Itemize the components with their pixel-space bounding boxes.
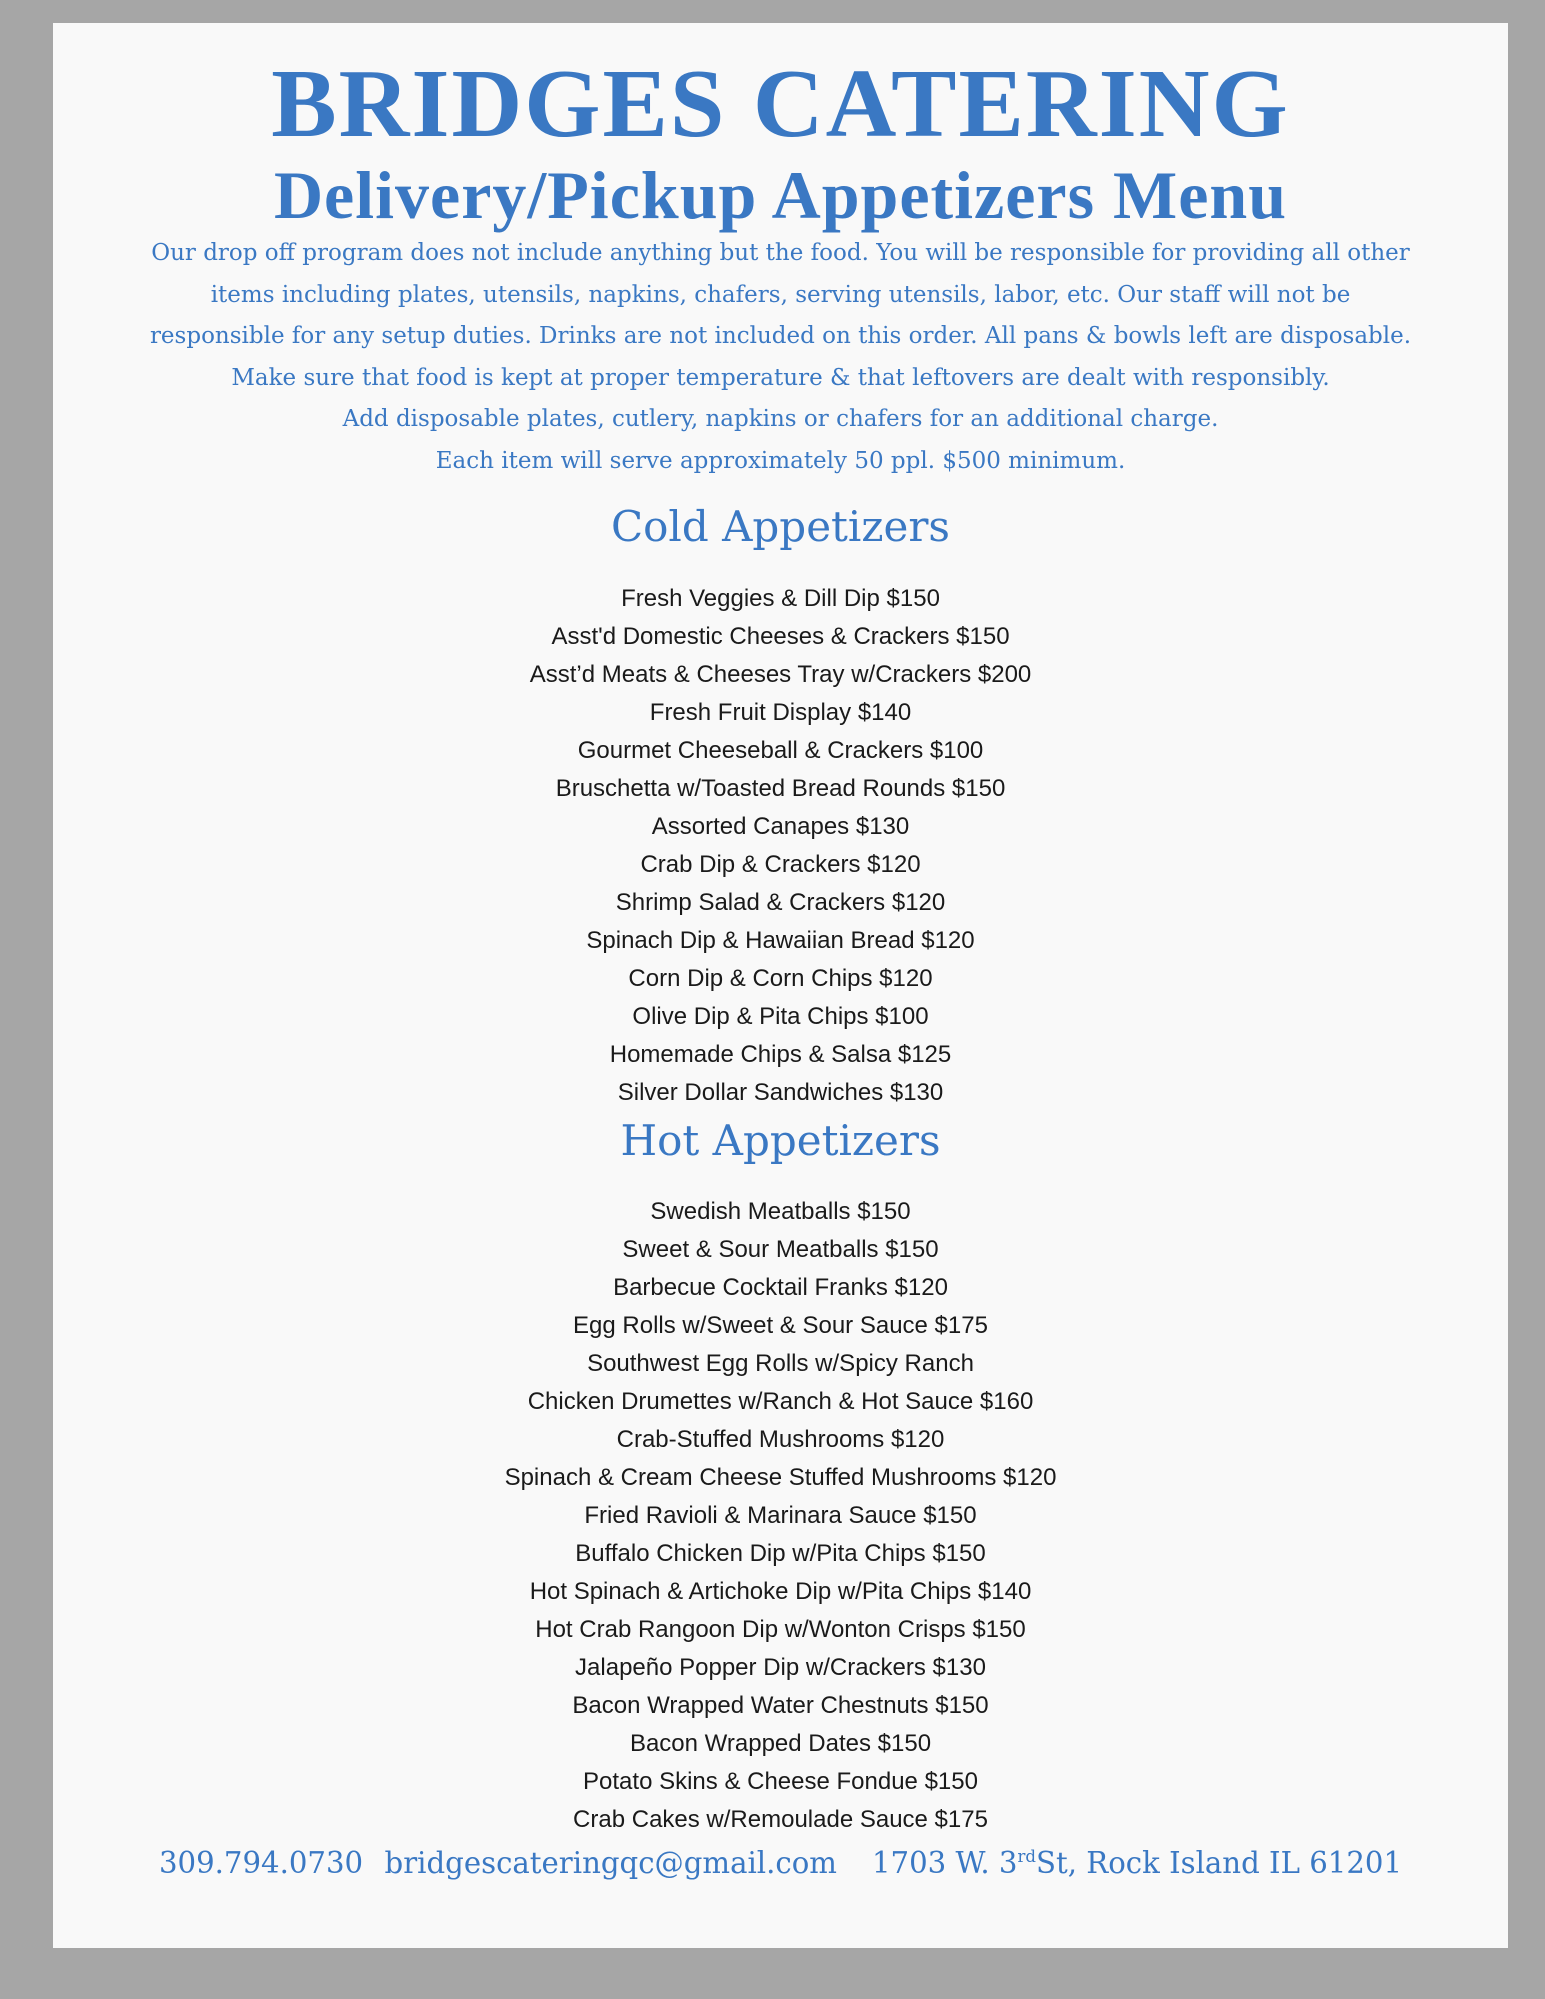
menu-item: Fried Ravioli & Marinara Sauce $150 [584,1502,977,1529]
menu-item: Assorted Canapes $130 [651,813,910,840]
menu-item: Crab Cakes w/Remoulade Sauce $175 [573,1806,988,1833]
intro-line: Add disposable plates, cutlery, napkins or chafers for an additional charge. [342,406,1219,432]
cold-appetizers-heading: Cold Appetizers [611,502,950,551]
menu-item: Southwest Egg Rolls w/Spicy Ranch [587,1350,974,1377]
address-city: St, Rock Island IL 61201 [1035,1846,1403,1881]
hot-appetizers-list [53,1193,1508,1839]
intro-line: items including plates, utensils, napkins, chafers, serving utensils, labor, etc. Our staff will not be [210,281,1351,308]
phone-number[interactable]: 309.794.0730 [158,1846,364,1881]
menu-item: Buffalo Chicken Dip w/Pita Chips $150 [575,1540,986,1567]
menu-item: Bacon Wrapped Water Chestnuts $150 [572,1692,989,1719]
menu-item: Fresh Veggies & Dill Dip $150 [621,585,940,612]
menu-item: Spinach & Cream Cheese Stuffed Mushrooms $120 [504,1464,1057,1491]
intro-line: Our drop off program does not include anything but the food. You will be responsible for providing all other [151,240,1410,266]
email-address[interactable]: bridgescateringqc@gmail.com [384,1846,837,1881]
menu-item: Jalapeño Popper Dip w/Crackers $130 [575,1654,986,1681]
menu-item: Potato Skins & Cheese Fondue $150 [583,1768,978,1795]
menu-item: Crab Dip & Crackers $120 [640,851,921,878]
page-title: BRIDGES CATERING [271,50,1290,158]
street-address [872,1841,1402,1887]
intro-paragraph [53,233,1508,482]
menu-item: Crab-Stuffed Mushrooms $120 [616,1426,945,1453]
menu-item: Swedish Meatballs $150 [650,1198,911,1225]
menu-item: Barbecue Cocktail Franks $120 [613,1274,948,1301]
address-street-number: 1703 W. 3 [871,1846,1018,1881]
menu-item: Silver Dollar Sandwiches $130 [617,1079,944,1106]
menu-item: Sweet & Sour Meatballs $150 [622,1236,939,1263]
menu-item: Chicken Drumettes w/Ranch & Hot Sauce $160 [527,1388,1034,1415]
menu-item: Shrimp Salad & Crackers $120 [615,889,946,916]
menu-item: Gourmet Cheeseball & Crackers $100 [577,737,984,764]
menu-item: Bruschetta w/Toasted Bread Rounds $150 [555,775,1006,802]
menu-item: Hot Spinach & Artichoke Dip w/Pita Chips $140 [529,1578,1032,1605]
menu-item: Fresh Fruit Display $140 [649,699,912,726]
intro-line: responsible for any setup duties. Drinks are not included on this order. All pans & bowls left are disposable. [149,323,1412,349]
page-subtitle: Delivery/Pickup Appetizers Menu [273,157,1288,233]
cold-appetizers-list [53,580,1508,1112]
menu-item: Asst'd Domestic Cheeses & Crackers $150 [551,623,1010,650]
menu-item: Bacon Wrapped Dates $150 [629,1730,932,1757]
menu-item: Homemade Chips & Salsa $125 [609,1041,952,1068]
menu-item: Spinach Dip & Hawaiian Bread $120 [586,927,975,954]
menu-item: Olive Dip & Pita Chips $100 [632,1003,929,1030]
menu-item: Hot Crab Rangoon Dip w/Wonton Crisps $150 [535,1616,1026,1643]
contact-footer [73,1841,1488,1887]
intro-line: Each item will serve approximately 50 ppl. $500 minimum. [435,447,1126,474]
address-ordinal-suffix: rd [1017,1847,1036,1867]
menu-sheet [53,23,1508,1948]
intro-line: Make sure that food is kept at proper temperature & that leftovers are dealt with responsibly. [231,364,1330,391]
menu-item: Asst’d Meats & Cheeses Tray w/Crackers $200 [529,661,1032,688]
menu-item: Egg Rolls w/Sweet & Sour Sauce $175 [573,1312,988,1339]
menu-item: Corn Dip & Corn Chips $120 [628,965,933,992]
hot-appetizers-heading: Hot Appetizers [620,1116,941,1165]
